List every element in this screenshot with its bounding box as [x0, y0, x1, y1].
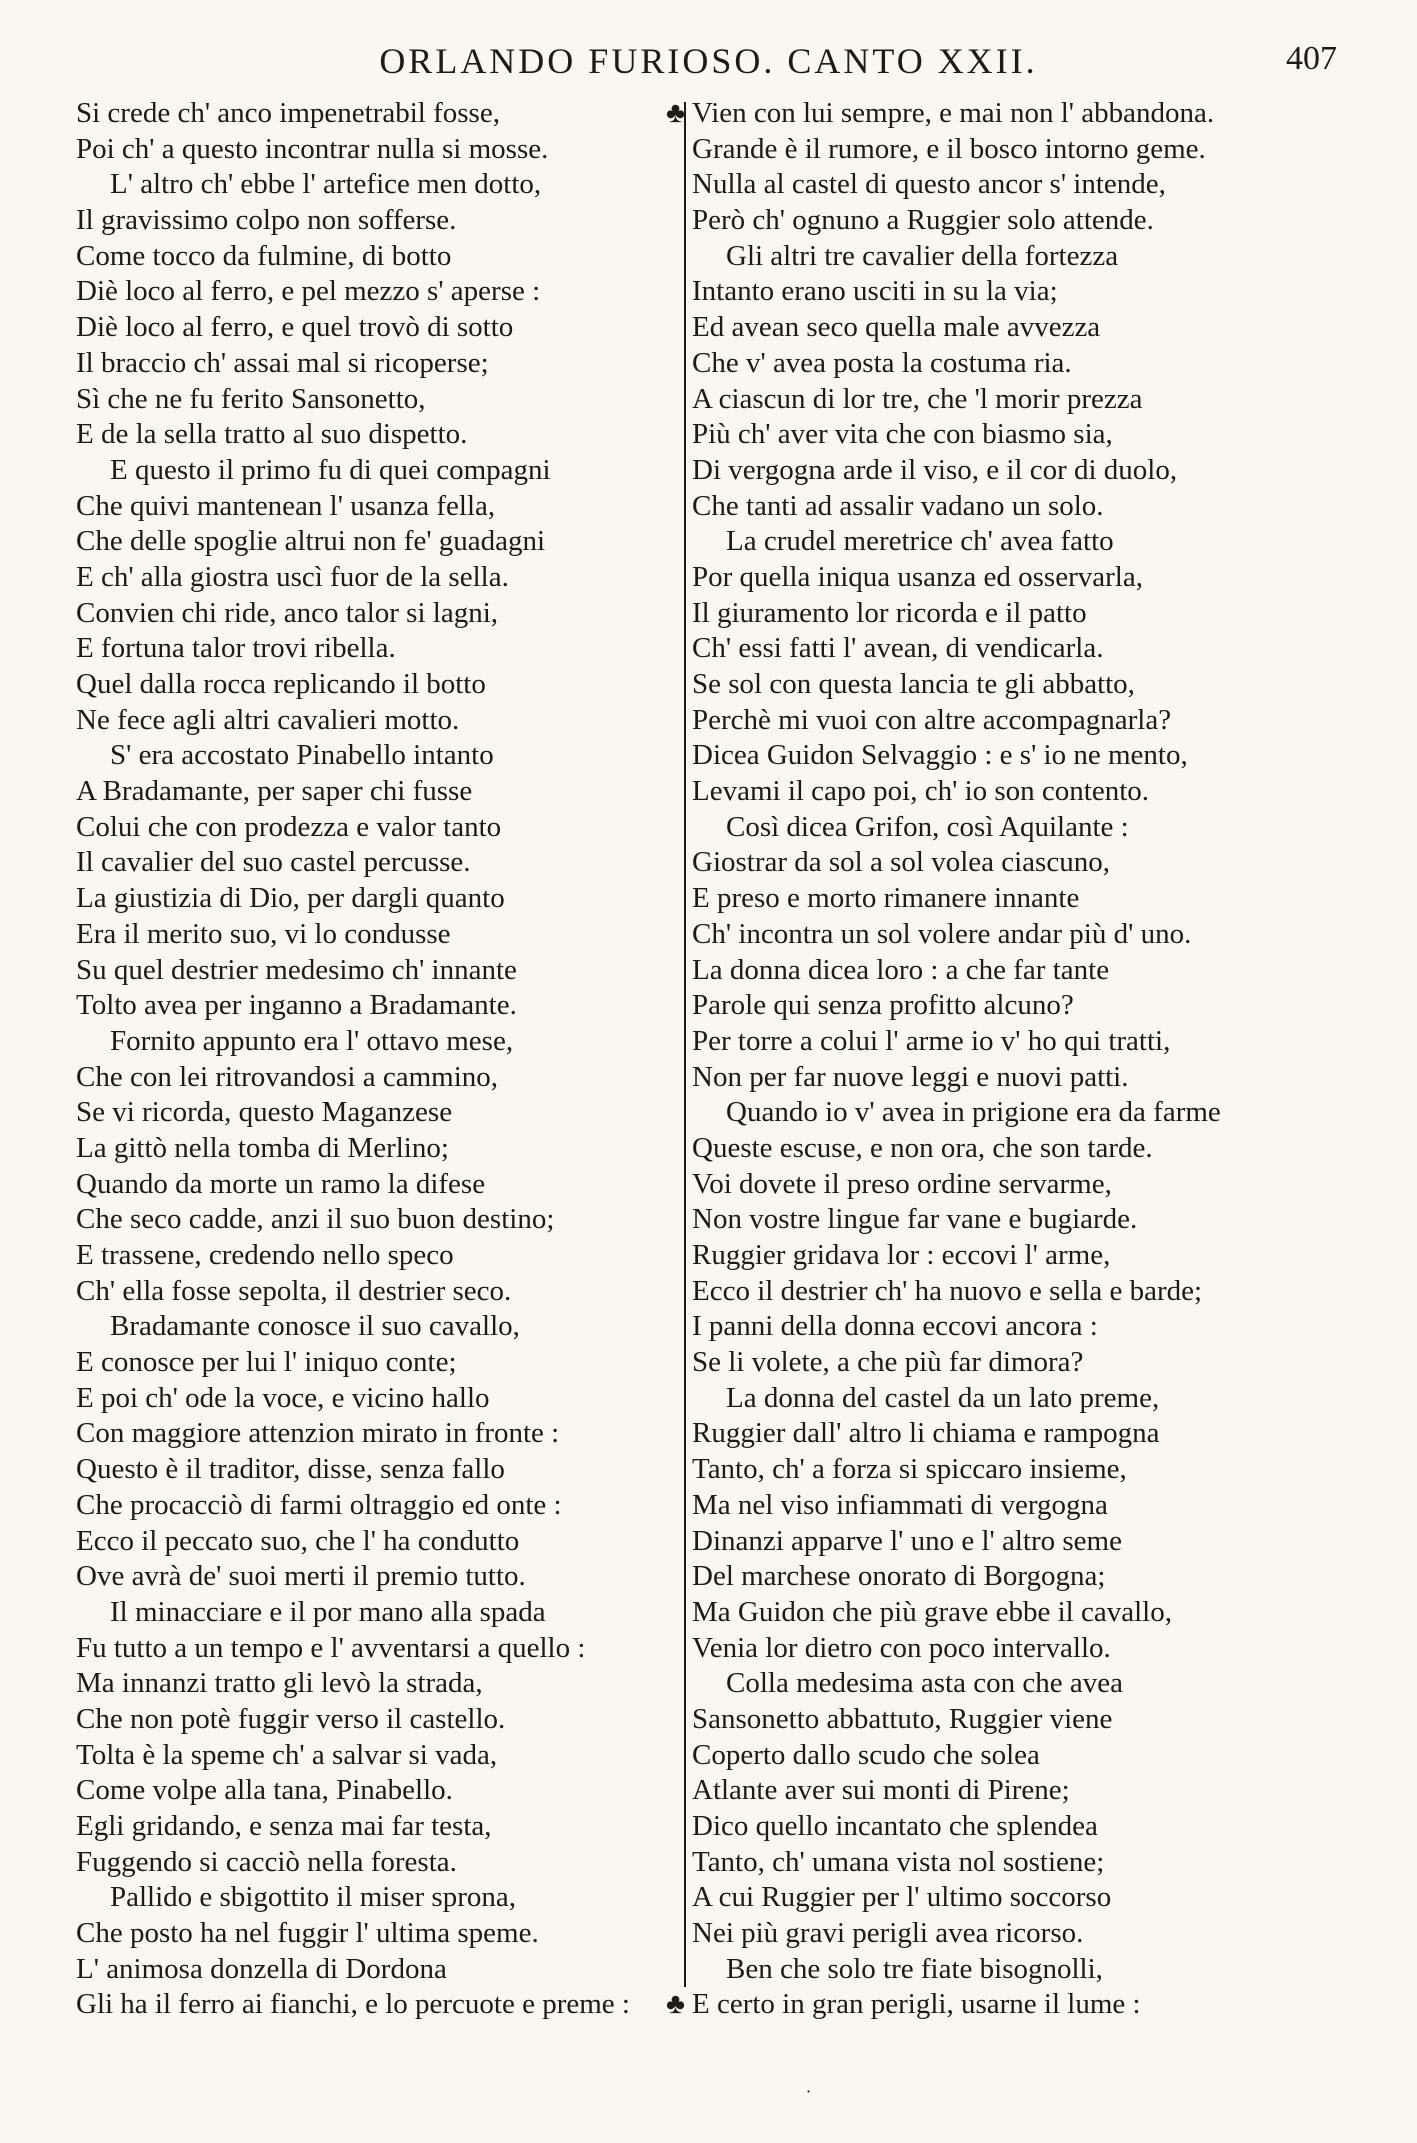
page-header	[70, 40, 1347, 90]
verse-text: E poi ch' ode la voce, e vicino hallo	[76, 1381, 490, 1414]
verse-text: Il gravissimo colpo non sofferse.	[76, 204, 457, 237]
verse-text: Tanto, ch' umana vista nol sostiene;	[692, 1845, 1105, 1878]
verse-line	[692, 1773, 1352, 1809]
verse-text: Che seco cadde, anzi il suo buon destino;	[76, 1203, 555, 1236]
verse-text: Ne fece agli altri cavalieri motto.	[76, 703, 460, 736]
verse-text: Se li volete, a che più far dimora?	[692, 1346, 1084, 1379]
verse-line	[76, 1916, 676, 1952]
verse-line	[76, 774, 676, 810]
verse-line	[76, 810, 676, 846]
verse-text: Del marchese onorato di Borgogna;	[692, 1560, 1106, 1593]
verse-line	[76, 1274, 676, 1310]
continuation-ornament-icon: ♣	[666, 97, 686, 129]
verse-line	[76, 203, 676, 239]
verse-text: Se sol con questa lancia te gli abbatto,	[692, 668, 1135, 700]
verse-text: Questo è il traditor, disse, senza fallo	[76, 1453, 505, 1486]
verse-line	[76, 346, 676, 382]
verse-line	[692, 489, 1352, 525]
verse-text: Il minacciare e il por mano alla spada	[110, 1595, 546, 1628]
verse-text: La gittò nella tomba di Merlino;	[76, 1131, 449, 1164]
verse-text: Sì che ne fu ferito Sansonetto,	[76, 382, 426, 415]
left-column	[76, 96, 676, 2023]
verse-line	[76, 1738, 676, 1774]
verse-line	[76, 1238, 676, 1274]
verse-text: Parole qui senza profitto alcuno?	[692, 989, 1074, 1022]
verse-line	[692, 1309, 1352, 1345]
verse-line	[76, 453, 676, 489]
verse-text: Dico quello incantato che splendea	[692, 1810, 1098, 1842]
verse-line	[76, 524, 676, 560]
continuation-ornament-icon: ♣	[666, 1988, 686, 2021]
verse-line	[692, 1452, 1352, 1488]
verse-text: Quel dalla rocca replicando il botto	[76, 668, 486, 700]
page-number: 407	[1286, 40, 1337, 77]
verse-text: Egli gridando, e senza mai far testa,	[76, 1810, 492, 1842]
verse-line	[692, 667, 1352, 703]
verse-line	[692, 1381, 1352, 1417]
verse-text: Ma innanzi tratto gli levò la strada,	[76, 1667, 483, 1700]
verse-text: Però ch' ognuno a Ruggier solo attende.	[692, 204, 1154, 237]
verse-text: Il giuramento lor ricorda e il patto	[692, 596, 1087, 629]
verse-line	[692, 167, 1352, 203]
verse-text: Nei più gravi perigli avea ricorso.	[692, 1917, 1084, 1950]
verse-text: Colui che con prodezza e valor tanto	[76, 810, 502, 843]
verse-line	[692, 524, 1352, 560]
verse-text: E ch' alla giostra uscì fuor de la sella.	[76, 560, 509, 593]
verse-text: Che con lei ritrovandosi a cammino,	[76, 1060, 499, 1093]
verse-text: La giustizia di Dio, per dargli quanto	[76, 882, 505, 915]
verse-line	[692, 1167, 1352, 1203]
verse-line	[76, 1559, 676, 1595]
verse-text: Che procacciò di farmi oltraggio ed onte :	[76, 1488, 562, 1521]
verse-text: Non vostre lingue far vane e bugiarde.	[692, 1203, 1138, 1236]
verse-text: Queste escuse, e non ora, che son tarde.	[692, 1131, 1153, 1164]
verse-text: Tolta è la speme ch' a salvar si vada,	[76, 1738, 498, 1771]
column-divider	[684, 102, 686, 1987]
verse-line	[76, 1488, 676, 1524]
verse-line	[76, 953, 676, 989]
verse-line	[76, 274, 676, 310]
verse-line	[76, 1702, 676, 1738]
verse-line	[76, 167, 676, 203]
verse-text: Gli ha il ferro ai fianchi, e lo percuote e preme :	[76, 1988, 630, 2021]
verse-line	[692, 596, 1352, 632]
verse-line	[692, 1416, 1352, 1452]
verse-text: Era il merito suo, vi lo condusse	[76, 917, 451, 950]
verse-line	[76, 560, 676, 596]
verse-text: A ciascun di lor tre, che 'l morir prezza	[692, 382, 1143, 415]
running-title: ORLANDO FURIOSO. CANTO XXII.	[379, 41, 1038, 81]
verse-text: A Bradamante, per saper chi fusse	[76, 775, 473, 808]
verse-text: L' altro ch' ebbe l' artefice men dotto,	[110, 168, 542, 201]
verse-line	[692, 453, 1352, 489]
verse-text: Bradamante conosce il suo cavallo,	[110, 1310, 520, 1343]
verse-line	[76, 310, 676, 346]
verse-text: Quando io v' avea in prigione era da farme	[726, 1096, 1221, 1129]
verse-text: Il cavalier del suo castel percusse.	[76, 846, 471, 879]
verse-line	[76, 631, 676, 667]
verse-line	[692, 1666, 1352, 1702]
verse-text: Dicea Guidon Selvaggio : e s' io ne mento,	[692, 739, 1188, 772]
verse-line	[76, 1666, 676, 1702]
verse-line	[76, 1524, 676, 1560]
verse-text: Come volpe alla tana, Pinabello.	[76, 1774, 453, 1807]
verse-line	[692, 346, 1352, 382]
verse-text: Tanto, ch' a forza si spiccaro insieme,	[692, 1453, 1127, 1486]
verse-text: E conosce per lui l' iniquo conte;	[76, 1346, 457, 1379]
verse-line	[692, 1238, 1352, 1274]
footer-mark: ·	[806, 2082, 812, 2101]
verse-line	[692, 1738, 1352, 1774]
verse-text: Ben che solo tre fiate bisognolli,	[726, 1952, 1103, 1985]
verse-line	[76, 1345, 676, 1381]
verse-text: Che v' avea posta la costuma ria.	[692, 346, 1072, 379]
verse-line	[76, 132, 676, 168]
verse-text: Atlante aver sui monti di Pirene;	[692, 1774, 1070, 1807]
verse-line	[76, 881, 676, 917]
verse-line	[692, 239, 1352, 275]
verse-line	[76, 1595, 676, 1631]
verse-text: E preso e morto rimanere innante	[692, 882, 1080, 915]
verse-line	[76, 1452, 676, 1488]
verse-line	[692, 1131, 1352, 1167]
verse-line	[692, 881, 1352, 917]
verse-text: Ove avrà de' suoi merti il premio tutto.	[76, 1560, 526, 1593]
verse-text: Ed avean seco quella male avvezza	[692, 311, 1101, 344]
verse-line	[76, 1809, 676, 1845]
verse-line	[76, 738, 676, 774]
verse-line	[76, 845, 676, 881]
verse-text: Quando da morte un ramo la difese	[76, 1167, 486, 1200]
verse-line	[692, 774, 1352, 810]
verse-text: Che non potè fuggir verso il castello.	[76, 1702, 506, 1735]
verse-line	[692, 1488, 1352, 1524]
verse-line	[692, 1880, 1352, 1916]
verse-line	[692, 1631, 1352, 1667]
verse-line	[692, 1095, 1352, 1131]
verse-line	[76, 489, 676, 525]
verse-text: Ma nel viso infiammati di vergogna	[692, 1488, 1108, 1521]
verse-text: Gli altri tre cavalier della fortezza	[726, 239, 1119, 272]
verse-line	[76, 1381, 676, 1417]
verse-text: I panni della donna eccovi ancora :	[692, 1310, 1098, 1343]
verse-text: E de la sella tratto al suo dispetto.	[76, 418, 468, 451]
verse-line	[692, 1274, 1352, 1310]
verse-text: Su quel destrier medesimo ch' innante	[76, 953, 517, 986]
verse-text: La crudel meretrice ch' avea fatto	[726, 525, 1114, 558]
verse-line	[76, 1416, 676, 1452]
verse-text: A cui Ruggier per l' ultimo soccorso	[692, 1881, 1112, 1914]
verse-text: Nulla al castel di questo ancor s' intende,	[692, 168, 1166, 201]
verse-line	[692, 132, 1352, 168]
verse-text: Perchè mi vuoi con altre accompagnarla?	[692, 703, 1172, 736]
verse-text: Convien chi ride, anco talor si lagni,	[76, 596, 499, 629]
verse-line	[76, 382, 676, 418]
verse-text: Vien con lui sempre, e mai non l' abbandona.	[692, 97, 1215, 129]
verse-text: Il braccio ch' assai mal si ricoperse;	[76, 346, 489, 379]
verse-text: Diè loco al ferro, e pel mezzo s' aperse :	[76, 275, 541, 308]
verse-line	[692, 1916, 1352, 1952]
verse-text: Che posto ha nel fuggir l' ultima speme.	[76, 1917, 539, 1950]
verse-line	[76, 1024, 676, 1060]
verse-text: Fornito appunto era l' ottavo mese,	[110, 1024, 514, 1057]
verse-text: Si crede ch' anco impenetrabil fosse,	[76, 97, 500, 129]
verse-text: Pallido e sbigottito il miser sprona,	[110, 1881, 516, 1914]
verse-text: La donna del castel da un lato preme,	[726, 1381, 1160, 1414]
verse-line	[76, 1202, 676, 1238]
verse-text: Non per far nuove leggi e nuovi patti.	[692, 1060, 1129, 1093]
verse-line	[76, 96, 676, 132]
verse-text: E certo in gran perigli, usarne il lume :	[692, 1988, 1141, 2021]
verse-text: Tolto avea per inganno a Bradamante.	[76, 989, 517, 1022]
verse-text: Fuggendo si cacciò nella foresta.	[76, 1845, 457, 1878]
verse-text: S' era accostato Pinabello intanto	[110, 739, 494, 772]
verse-line	[692, 1024, 1352, 1060]
verse-text: L' animosa donzella di Dordona	[76, 1952, 447, 1985]
verse-line	[692, 703, 1352, 739]
verse-text: Ruggier dall' altro li chiama e rampogna	[692, 1417, 1160, 1450]
verse-line	[692, 1952, 1352, 1988]
verse-line	[692, 845, 1352, 881]
verse-text: Por quella iniqua usanza ed osservarla,	[692, 560, 1143, 593]
verse-text: Che delle spoglie altrui non fe' guadagni	[76, 525, 546, 558]
verse-line	[692, 1202, 1352, 1238]
verse-text: Levami il capo poi, ch' io son contento.	[692, 775, 1150, 808]
verse-text: Di vergogna arde il viso, e il cor di duolo,	[692, 453, 1178, 486]
verse-text: Che quivi mantenean l' usanza fella,	[76, 489, 496, 522]
verse-text: E fortuna talor trovi ribella.	[76, 632, 396, 665]
verse-line	[692, 738, 1352, 774]
verse-text: Per torre a colui l' arme io v' ho qui tratti,	[692, 1024, 1171, 1057]
verse-line	[692, 417, 1352, 453]
verse-text: Come tocco da fulmine, di botto	[76, 239, 452, 272]
verse-line	[76, 1167, 676, 1203]
verse-text: Ruggier gridava lor : eccovi l' arme,	[692, 1239, 1111, 1271]
verse-text: Dinanzi apparve l' uno e l' altro seme	[692, 1524, 1122, 1557]
verse-line	[692, 917, 1352, 953]
verse-line	[666, 96, 1352, 132]
verse-text: E questo il primo fu di quei compagni	[110, 453, 551, 486]
verse-text: Grande è il rumore, e il bosco intorno geme.	[692, 132, 1206, 165]
verse-line	[76, 1060, 676, 1096]
verse-text: Colla medesima asta con che avea	[726, 1667, 1123, 1700]
verse-text: Ch' ella fosse sepolta, il destrier seco.	[76, 1274, 512, 1307]
verse-line	[76, 1131, 676, 1167]
verse-line	[692, 1845, 1352, 1881]
verse-line	[692, 1345, 1352, 1381]
verse-line	[76, 417, 676, 453]
verse-text: Coperto dallo scudo che solea	[692, 1738, 1040, 1771]
verse-line	[692, 274, 1352, 310]
verse-text: Poi ch' a questo incontrar nulla si mosse.	[76, 132, 549, 165]
verse-text: Così dicea Grifon, così Aquilante :	[726, 810, 1129, 843]
verse-text: Fu tutto a un tempo e l' avventarsi a quello :	[76, 1631, 586, 1664]
right-column	[666, 96, 1352, 2023]
verse-text: Sansonetto abbattuto, Ruggier viene	[692, 1702, 1113, 1735]
verse-text: Voi dovete il preso ordine servarme,	[692, 1167, 1112, 1200]
verse-line	[76, 1631, 676, 1667]
verse-line	[692, 382, 1352, 418]
verse-text: Intanto erano usciti in su la via;	[692, 275, 1058, 308]
verse-line	[76, 1845, 676, 1881]
verse-text: Ch' essi fatti l' avean, di vendicarla.	[692, 632, 1104, 665]
verse-line	[76, 667, 676, 703]
verse-line	[76, 239, 676, 275]
verse-line	[692, 310, 1352, 346]
verse-line	[76, 1773, 676, 1809]
verse-text: Ecco il destrier ch' ha nuovo e sella e barde;	[692, 1274, 1203, 1307]
verse-line	[76, 1987, 676, 2023]
verse-text: Ecco il peccato suo, che l' ha condutto	[76, 1524, 520, 1557]
verse-line	[76, 596, 676, 632]
verse-text: Diè loco al ferro, e quel trovò di sotto	[76, 311, 514, 344]
verse-line	[76, 1880, 676, 1916]
verse-line	[692, 810, 1352, 846]
verse-line	[692, 988, 1352, 1024]
verse-line	[692, 1809, 1352, 1845]
verse-text: Giostrar da sol a sol volea ciascuno,	[692, 846, 1110, 879]
verse-line	[692, 203, 1352, 239]
verse-text: Ma Guidon che più grave ebbe il cavallo,	[692, 1595, 1172, 1628]
verse-line	[692, 560, 1352, 596]
verse-line	[76, 1309, 676, 1345]
verse-text: E trassene, credendo nello speco	[76, 1239, 454, 1271]
verse-text: Che tanti ad assalir vadano un solo.	[692, 489, 1104, 522]
verse-text: Ch' incontra un sol volere andar più d' uno.	[692, 917, 1192, 950]
verse-line	[76, 1952, 676, 1988]
verse-line	[76, 917, 676, 953]
verse-line	[692, 1524, 1352, 1560]
verse-text: Venia lor dietro con poco intervallo.	[692, 1631, 1111, 1664]
verse-line	[692, 1595, 1352, 1631]
verse-line	[692, 631, 1352, 667]
verse-line	[76, 988, 676, 1024]
verse-line	[76, 703, 676, 739]
verse-line	[692, 1702, 1352, 1738]
verse-line	[692, 1559, 1352, 1595]
verse-text: Più ch' aver vita che con biasmo sia,	[692, 418, 1113, 451]
verse-line	[692, 953, 1352, 989]
verse-text: Con maggiore attenzion mirato in fronte :	[76, 1417, 560, 1450]
verse-line	[666, 1987, 1352, 2023]
verse-line	[76, 1095, 676, 1131]
verse-text: Se vi ricorda, questo Maganzese	[76, 1096, 453, 1129]
verse-text: La donna dicea loro : a che far tante	[692, 953, 1110, 986]
verse-line	[692, 1060, 1352, 1096]
